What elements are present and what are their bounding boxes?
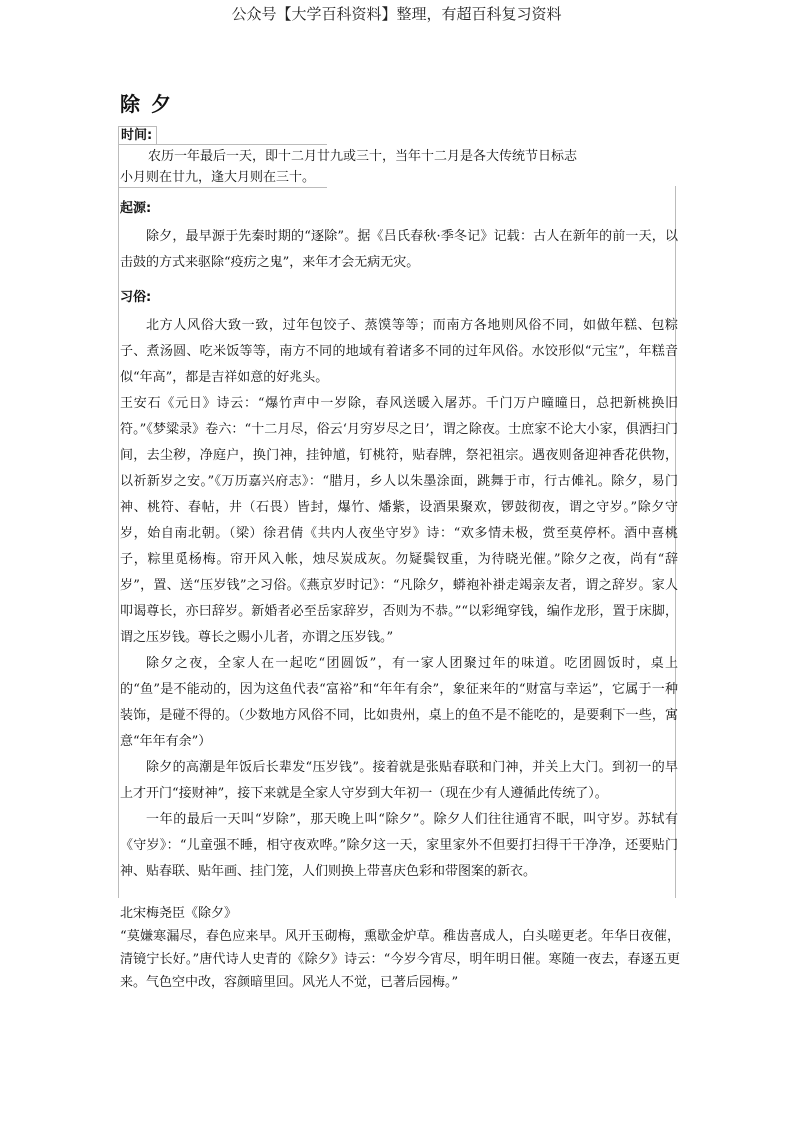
customs-paragraph-5: 一年的最后一天叫“岁除”，那天晚上叫“除夕”。除夕人们往往通宵不眠，叫守岁。苏轼有《守岁》：“儿童强不睡，相守夜欢哗。”除夕这一天，家里家外不但要打扫得干干净净，还要贴门神、贴春联、贴年画、挂门笼，人们则换上带喜庆色彩和带图案的新衣。 bbox=[120, 812, 678, 879]
time-label: 时间: bbox=[118, 126, 157, 145]
poem-title-line: 北宋梅尧臣《除夕》 bbox=[120, 906, 238, 921]
customs-paragraph-2: 王安石《元日》诗云：“爆竹声中一岁除，春风送暖入屠苏。千门万户曈曈日，总把新桃换旧符。”《梦粱录》卷六：“十二月尽，俗云‘月穷岁尽之日’，谓之除夜。士庶家不论大小家，俱洒扫门间，去尘秽，净庭户，换门神，挂钟馗，钉桃符，贴春牌，祭祀祖宗。遇夜则备迎神香花供物，以祈新岁之安。”《万历嘉兴府志》：“腊月，乡人以朱墨涂面，跳舞于市，行古傩礼。除夕，易门神、桃符、春帖，井（石畏）皆封，爆竹、燔紫，设酒果聚欢，锣鼓彻夜，谓之守岁。”除夕守岁，始自南北朝。（梁）徐君倩《共内人夜坐守岁》诗：“欢多情未极，赏至莫停杯。酒中喜桃子，粽里觅杨梅。帘开风入帐，烛尽炭成灰。勿疑鬓钗重，为待晓光催。”除夕之夜，尚有“辞岁”，置、送“压岁钱”之习俗。《燕京岁时记》：“凡除夕，蟒袍补褂走竭亲友者，谓之辞岁。家人叩谒尊长，亦曰辞岁。新婚者必至岳家辞岁，否则为不恭。”“以彩绳穿钱，编作龙形，置于床脚，谓之压岁钱。尊长之赐小儿者，亦谓之压岁钱。” bbox=[120, 396, 678, 645]
page-header: 公众号【大学百科资料】整理，有超百科复习资料 bbox=[231, 5, 562, 23]
time-text-line1: 农历一年最后一天，即十二月廿九或三十，当年十二月是各大传统节日标志 bbox=[148, 149, 578, 164]
poem-text: “莫嫌寒漏尽，春色应来早。风开玉砌梅，熏歇金炉草。稚齿喜成人，白头嗟更老。年华日夜催，清镜宁长好。”唐代诗人史青的《除夕》诗云：“今岁今宵尽，明年明日催。寒随一夜去，春逐五更来。气色空中改，容颜暗里回。风光人不觉，已著后园梅。” bbox=[120, 929, 680, 990]
customs-label: 习俗: bbox=[120, 290, 152, 305]
customs-paragraph-1: 北方人风俗大致一致，过年包饺子、蒸馍等等；而南方各地则风俗不同，如做年糕、包粽子、煮汤圆、吃米饭等等，南方不同的地域有着诸多不同的过年风俗。水饺形似“元宝”，年糕音似“年高”，都是吉祥如意的好兆头。 bbox=[120, 318, 678, 385]
customs-paragraph-3: 除夕之夜，全家人在一起吃“团圆饭”，有一家人团聚过年的味道。吃团圆饭时，桌上的“鱼”是不能动的，因为这鱼代表“富裕”和“年年有余”，象征来年的“财富与幸运”，它属于一种装饰，是碰不得的。（少数地方风俗不同，比如贵州，桌上的鱼不是不能吃的，是要剩下一些，寓意“年年有余”） bbox=[120, 656, 678, 749]
origin-paragraph: 除夕，最早源于先秦时期的“逐除”。据《吕氏春秋·季冬记》记载：古人在新年的前一天，以击鼓的方式来驱除“疫疠之鬼”，来年才会无病无灾。 bbox=[120, 229, 678, 270]
time-text-line2: 小月则在廿九，逢大月则在三十。 bbox=[120, 170, 316, 185]
origin-section bbox=[120, 224, 678, 276]
page-title: 除 夕 bbox=[120, 92, 173, 116]
poems-section bbox=[120, 902, 680, 994]
customs-paragraph-4: 除夕的高潮是年饭后长辈发“压岁钱”。接着就是张贴春联和门神，并关上大门。到初一的早上才开门“接财神”，接下来就是全家人守岁到大年初一（现在少有人遵循此传统了）。 bbox=[120, 760, 678, 801]
origin-label: 起源: bbox=[120, 201, 152, 216]
customs-section bbox=[120, 313, 678, 885]
